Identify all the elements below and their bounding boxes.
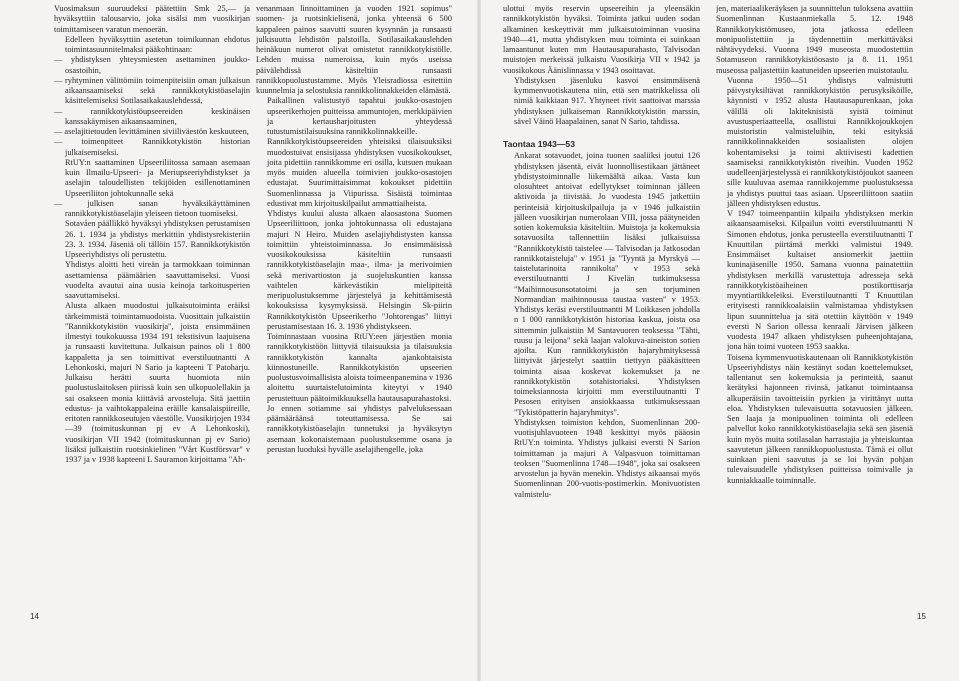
paragraph: ulottui myös reservin upseereihin ja yleensäkin rannikkotykistön hyväksi. Toiminta jatkui uuden sodan alkaminen keskeyttivät mm julkaisutoiminnan vuosina 1940—41, mutta yhdistyksen muu toiminta ei suinkaan lamaantunut kuten mm Hautausapurahasto, Talvisodan muistojen merkeissä julkaistu Vuosikirja VII v 1942 ja vuosikokous Äänislinnassa v 1943 osoittavat.	[503, 4, 700, 75]
paragraph: Sotavåen päällikkö hyväksyi yhdistyksen perustamisen 26. 1. 1934 ja yhdistys merkittiin yhdistysrekisteriin 23. 3. 1934. Jäseniä oli tällöin 157. Rannikkotykistön Upseeriyhdistys oli perustettu.	[65, 219, 250, 259]
paragraph: Vuonna 1950—51 yhdistys valmistutti päivystyksiltävat rannikkotykistön perusyksiköille, käynnisti v 1952 alusta Hautausapurenkaan, joka välillä oli lakiteknisistä syistä toiminut avustusperiaatteella, osallistui Rannikkojoukkojen muistoristin valmisteluihin, teki esityksiä rannikkolinnakkeiden sosiaalisten olojen kohentamiseksi ja toimi aktiivisesti kadettien saamiseksi rannikkotykistön riveihin. Vuoden 1952 uudelleenjärjestelyssä ei rannikkotykistöjoukot saaneen sille kuuluvaa asemaa rannikkojemme puolustuksessa ja yhdistys puuttui taas asiaan. Upseeriliittoon saatiin jälleen yhdistyksen edustus.	[727, 75, 913, 208]
paragraph: Toisena kymmenvuotiskautenaan oli Rannikkotykistön Upseeriyhdistys näin kestänyt sodan koettelemukset, tallentanut sen kokemuksia ja perinteitä, saanut kerätyksi hajonneen rivinsä, jatkanut toimintaansa alkuperäisiin tavoitteisiin pyrkien ja virittänyt uutta eloa. Yhdistyksen tulevaisuutta sotavuosien jälkeen. Sen laaja ja monipuolinen toiminta oli edelleen palvellut koko rannikkotykistöaselajia sekä sen jäseniä kuin myös muita sotilasalan harrastajia ja yhteiskuntaa saavutetun jälkeen rannikkopuolustusta. Tämä ei ollut suinkaan pieni saavutus ja se loi hyvän pohjan tulevaisuudelle yhdistyksen puitteissa toimivalle ja kunniakkaalle toiminnalle.	[727, 352, 913, 485]
paragraph: Yhdistyksen toimiston kehdon, Suomenlinnan 200-vuotisjuhlavuoteen 1948 keskittyi myös pääosin RtUY:n toiminta. Yhdistys julkaisi eversti N Sarion toimittaman ja majuri A Valpasvuon toimittaman teoksen "Suomenlinna 1748—1948", joka sai osakseen arvostelun ja hyvän menekin. Yhdistys aikaansai myös Suomenlinnan 200-vuotis-postimerkin. Monivuotisten valmistelu-	[514, 417, 700, 499]
paragraph: Alusta alkaen muodostui julkaisutoiminta eräiksi tärkeimmistä toimintamuodoista. Vuosittain julkaistiin "Rannikkotykistön vuosikirja", joista ensimmäinen ilmestyi toukokuussa 1934 191 tekstisivun laajuisena ja runsaasti kuvitettuna. Julkaisun painos oli 1 800 kappaletta ja sen toimittivat everstiluutnantti A Lehonkoski, majuri N Sario ja kapteeni T Patoharju. Julkaisu herätti suurta huomiota niin puolustuslaitoksen piirissä kuin sen ulkopuolellakin ja sai osakseen monia kiittäviä arvosteluja. Sitä jaettiin edustus- ja vaihtokappaleina eräille kansalaispiireille, eritoten rannikkoseutujen väestölle. Vuosikirjojen 1934—39 (toimituskunnan pj ev A Lehonkoski), vuosikirjan VII 1942 (toimituskunnan pj ev Sario) lisäksi julkaistiin ruotsinkielinen "Vårt Kustförsvar" v 1937 ja v 1938 kapteeni L Sauramon kirjoittama "Ah-	[65, 301, 250, 464]
paragraph: Yhdistyksen jäsenluku kasvoi ensimmäisenä kymmenvuotiskautena niin, että sen matrikkelissa oli nimiä kaikkiaan 917. Yhtyneet rivit saattoivat marssia yhdistyksen julkaiseman Rannikkotykistön marssin, sävel Väinö Haapalainen, sanat N Sario, tahdissa.	[514, 75, 700, 126]
paragraph: Toiminnastaan vuosina RtUY:een järjestäen monia rannikkotykistöön liittyviä tilaisuuksia ja tilaisuuksia rannikkotykistön kannalta ajankohtaisista kiinnostuneille. Rannikkotykistön upseerien puolustusvoimallisista aloista toimeenpanemina v 1936 aloitettu suurtaistelutoiminta kiteytyi v 1940 perustettuun päätoimikkuuksella hautausapurahastoksi.	[267, 332, 452, 403]
paragraph: jen, materiaalikeräyksen ja suunnittelun tuloksena avattiin Suomenlinnan Kustaanmiekalla 5. 12. 1948 Rannikkotykistömuseo, jota jatkossa edelleen monipuolistettiin ja täydennettiin merkittäväksi nähtävyydeksi. Vuonna 1949 museosta muodostettiin Sotamuseon rannikkotykistöosasto ja 8. 11. 1951 museossa paljastettiin kaatuneiden upseerien muistotaulu.	[716, 4, 913, 75]
list-item: — aselajitietouden levittäminen siviiliväestön keskuuteen,	[54, 127, 249, 136]
paragraph: Yhdistys aloitti heti vireän ja tarmokkaan toiminnan asettamiensa päämäärien saavuttamiseksi. Vuosi vuodelta avautui aina uusia keinoja tarkoitusperien saavuttamiseksi.	[65, 260, 250, 300]
list-item: — rannikkotykistöupseereiden keskinäisen kanssakäymisen aikaansaaminen,	[54, 106, 250, 126]
list-item: — yhdistyksen yhteysmiesten asettaminen joukko-osastoihin,	[54, 55, 250, 75]
paragraph: venanmaan linnoittaminen ja vuoden 1921 sopimus" suomen- ja ruotsinkielisenä, jonka yhteensä 6 500 kappaleen painos saavutti suuren kysynnän ja runsaasti julkisuutta lehdistön palstoilla. Sotilasaikakauslehden heinäkuun numerot olivat omistetut rannikkotykistölle. Lehden muissa numeroissa, kuin myös useissa päivälehdissä käsiteltiin runsaasti rannikkopuolustustamme. Myös Yleisradiossa esitettiin kuunnelmia ja selostuksia rannikkolinnakkeiden elämästä.	[256, 4, 452, 95]
left-column-2	[256, 4, 452, 596]
paragraph: Rannikkotykistöupseereiden yhteisiksi tilaisuuksiksi muodostuivat ensisijassa yhdistyksen vuosikokoukset, joita pidettiin rannikkomme eri osilla, kutsuen mukaan myös muiden alueella toimivien joukko-osastojen edustajat. Suurimittaisimmat kokoukset pidettiin Suomenlinnassa ja Viipurissa. Sisäistä toimintaa edustivat mm kirjoituskilpailut ammattiaiheista.	[267, 137, 452, 208]
paragraph: V 1947 toimeenpantiin kilpailu yhdistyksen merkin aikaansaamiseksi. Kilpailun voitti everstiluutnantti N Simonen ehdotus, jonka perusteella everstiluutnantti T Knuuttilan piirtämä merkki valmistui 1949. Ensimmäiset kultaiset ansiomerkit jaettiin kuninajäsenille 1950. Samana vuonna painatettiin yhdistyksen merkillä varustettuja adresseja sekä rannikkotykistöaiheinen postikorttisarja myyntiartikkeleiksi. Everstiluutnantti T Knuuttilan erityisesti rannikkoalaisiin valmistamaa yhdistyksen lipun suunnittelua ja sitä otettiin käyttöön v 1949 eversti N Sarion ollessa kenraali Järvisen jälkeen vuodesta 1947 alkaen yhdistyksen puheenjohtajana, jona hän toimi vuoteen 1953 saakka.	[727, 209, 913, 352]
right-page	[479, 0, 959, 681]
list-item: — ryhtyminen välittömiin toimenpiteisiin oman julkaisun aikaansaamiseksi sekä rannikkotykistöaselajin käsittelemiseksi Sotilasaikakauslehdessä,	[54, 75, 250, 106]
section-heading: Taontaa 1943—53	[503, 139, 575, 149]
paragraph: Ankarat sotavuodet, joina tuonen saaliiksi joutui 126 yhdistyksen jäsentä, eivät luonnollisestikaan jättäneet yhdistystoiminnalle liikemäältä aikaa. Vasta kun olosuhteet antoivat edellytykset toiminnan jälleen aktivoida ja tiivistää. Jo vuodesta 1945 jatkettiin perinteisiä kirjoituskilpailuja ja v 1946 julkaistiin jälleen vuosikirjan numerolaan VIII, jossa päätyneiden sotien kokemuksia käsiteltiin. Muistoja ja kokemuksia sotavuosilta tallennettiin lisäksi julkaisuissa "Rannikkotykistö taistelee — Talvisodan ja Jatkosodan rannikkotaisteluja" v 1951 ja "Tyyntä ja Myrskyä — taistelutarinoita rannikolta" v 1953 sekä everstiluutnantti J Kivelän tutkimuksessa "Maihinnousunsotatoimi ja sen torjuminen Normandian maihinnousua taustaa vasten" v 1953. Yhdistys keräsi everstiluutnantti M Loikkasen johdolla n 1 000 rannikkotykistön historiaa kaskua, joista osa sittemmin julkaistiin M Santavuoren teoksessa "Tähti, ruusu ja leijona" sekä laajan valokuva-aineiston sotien ajoilta. Kun rannikkotykistön hajaryhmityksessä liittyivät järjestelyt saattiin tiettyyn pääkäsitteen toiminta aisaa koskevat kokemukset ja ne rannikkotykistön sotahistoriaksi. Yhdistyksen toimeksiannosta kirjoitti mm everstiluutnantti T Pesosen erityisen ansiokkaassa tutkimuksessaan "Tykistöpatterin hajaryhmitys".	[514, 151, 700, 417]
right-column-2	[716, 4, 913, 596]
paragraph: Yhdistys kuului alusta alkaen alaosastona Suomen Upseeriliittoon, jonka johtokunnassa oli edustajana majuri N Heiro. Muiden aselajiyhdistysten kanssa toimittiin yhteistoiminnassa. Jo ensimmäisissä vuosikokouksissa käsiteltiin runsaasti rannikkotykistöaselajin maa-, ilma- ja merivoimien sekä merivartioston ja suojeluskuntien kanssa vaihtelen kärkevästikin mielipiteitä meripuolustuksemme järjestelyä ja kehittämisestä kokouksissa kysymyksissä. Helsingin Sk-piirin Rannikkotykistön Upseerikerho "Johtorengas" liittyi perustamisestaan 16. 3. 1936 yhdistykseen.	[267, 209, 452, 331]
left-page	[0, 0, 479, 681]
list-item: RtUY:n saattaminen Upseeriliitossa samaan asemaan kuin Ilmailu-Upseeri- ja Meriupseeriyhdistykset ja aselajin taloudellisten tekijöiden esillenottaminen Upseeriliiton johtokunnalle sekä	[65, 157, 250, 198]
left-column-1	[54, 4, 250, 596]
list-item: — julkisen sanan hyväksikäyttäminen rannikkotykistöaselajin yleiseen tietoon tuomiseksi.	[54, 198, 250, 218]
page-number: 15	[917, 612, 926, 621]
paragraph: Edelleen hyväksyttiin asetetun toimikunnan ehdotus toimintasuunnitelmaksi pääkohtinaan:	[65, 34, 250, 54]
paragraph: Paikallinen valistustyö tapahtui joukko-osastojen upseerikerhojen puitteissa ammuntojen, merkkipäivien ja kertausharjoitusten yhteydessä tutustumistilaisuuksina rannikkolinnakkeille.	[267, 96, 452, 136]
paragraph: Jo ennen sotiamme sai yhdistys palveluksessaan päämääräänsä toteuttamisessa. Se sai rannikkotykistöaselajin tunnetuksi ja hyväksytyn asemaan kokonaistemaan puolustuksemme osana ja perustan luoduksi hyvälle aselajihengelle, joka	[267, 403, 452, 454]
list-item: — toimenpiteet Rannikkotykistön historian julkaisemiseksi.	[54, 137, 250, 157]
right-column-1	[503, 4, 700, 596]
page-number: 14	[30, 612, 39, 621]
paragraph: Vuosimaksun suuruudeksi päätettiin Smk 25,— ja hyväksyttiin talousarvio, joka sisälsi mm vuosikirjan toimittamiseen varatun menoerän.	[54, 4, 250, 34]
